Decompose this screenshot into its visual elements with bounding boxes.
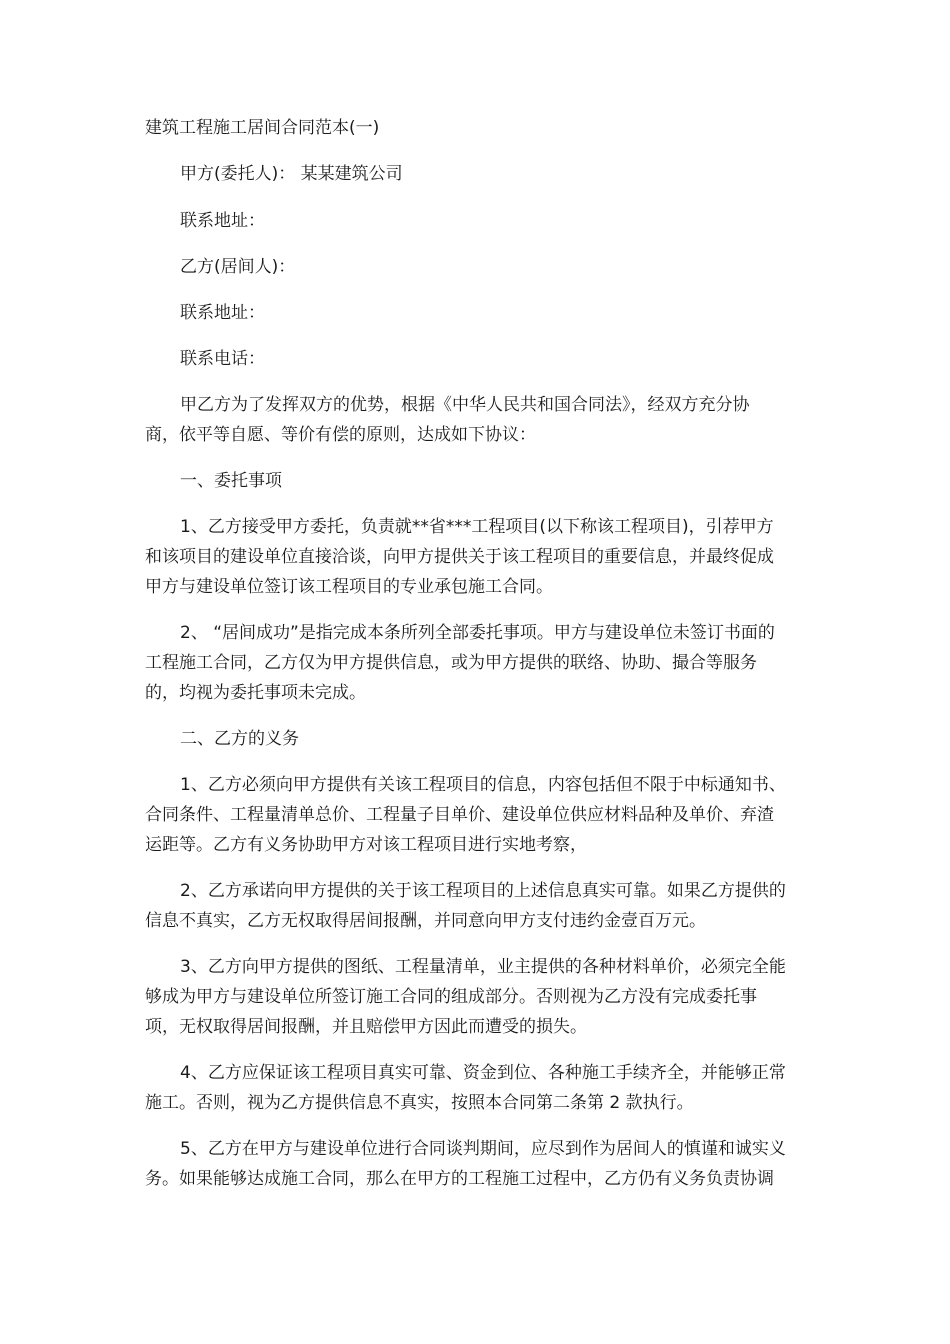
party-b-phone-line: 联系电话： [180,349,265,369]
paragraph-line: 2、 “居间成功”是指完成本条所列全部委托事项。甲方与建设单位未签订书面的 [180,623,775,643]
preamble-line: 甲乙方为了发挥双方的优势，根据《中华人民共和国合同法》，经双方充分协 [180,395,750,415]
paragraph-line: 1、乙方必须向甲方提供有关该工程项目的信息，内容包括但不限于中标通知书、 [180,775,786,795]
party-a-address-line: 联系地址： [180,211,265,231]
paragraph-line: 5、乙方在甲方与建设单位进行合同谈判期间，应尽到作为居间人的慎谨和诚实义 [180,1139,786,1159]
paragraph-line: 工程施工合同，乙方仅为甲方提供信息，或为甲方提供的联络、协助、撮合等服务 [145,653,757,673]
paragraph-line: 3、乙方向甲方提供的图纸、工程量清单，业主提供的各种材料单价，必须完全能 [180,957,786,977]
paragraph-line: 2、乙方承诺向甲方提供的关于该工程项目的上述信息真实可靠。如果乙方提供的 [180,881,786,901]
paragraph-line: 项，无权取得居间报酬，并且赔偿甲方因此而遭受的损失。 [145,1017,587,1037]
party-b-address-line: 联系地址： [180,303,265,323]
paragraph-line: 的，均视为委托事项未完成。 [145,683,366,703]
paragraph-line: 施工。否则，视为乙方提供信息不真实，按照本合同第二条第 2 款执行。 [145,1093,694,1113]
document-title: 建筑工程施工居间合同范本(一) [145,118,380,138]
section-heading: 一、委托事项 [180,471,282,491]
paragraph-line: 合同条件、工程量清单总价、工程量子目单价、建设单位供应材料品种及单价、弃渣 [145,805,774,825]
paragraph-line: 4、乙方应保证该工程项目真实可靠、资金到位、各种施工手续齐全，并能够正常 [180,1063,786,1083]
paragraph-line: 甲方与建设单位签订该工程项目的专业承包施工合同。 [145,577,553,597]
paragraph-line: 务。如果能够达成施工合同，那么在甲方的工程施工过程中，乙方仍有义务负责协调 [145,1169,774,1189]
paragraph-line: 够成为甲方与建设单位所签订施工合同的组成部分。否则视为乙方没有完成委托事 [145,987,757,1007]
paragraph-line: 和该项目的建设单位直接洽谈，向甲方提供关于该工程项目的重要信息，并最终促成 [145,547,774,567]
party-b-line: 乙方(居间人)： [180,257,296,277]
paragraph-line: 运距等。乙方有义务协助甲方对该工程项目进行实地考察， [145,835,587,855]
party-a-line: 甲方(委托人)： 某某建筑公司 [180,164,403,184]
section-heading: 二、乙方的义务 [180,729,299,749]
preamble-line: 商，依平等自愿、等价有偿的原则，达成如下协议： [145,425,536,445]
paragraph-line: 1、乙方接受甲方委托，负责就**省***工程项目(以下称该工程项目)，引荐甲方 [180,517,774,537]
paragraph-line: 信息不真实，乙方无权取得居间报酬，并同意向甲方支付违约金壹百万元。 [145,911,706,931]
